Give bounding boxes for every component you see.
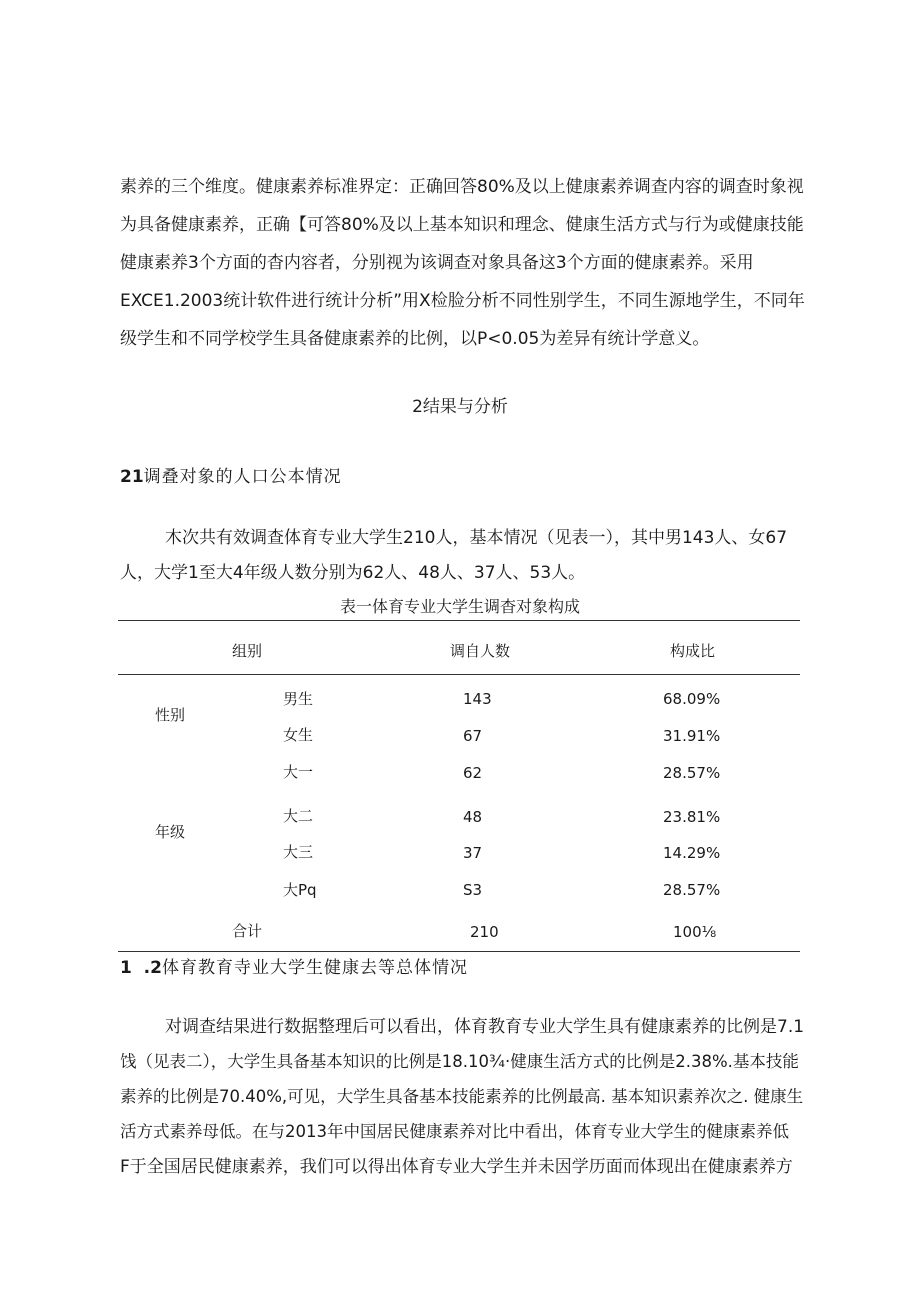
paragraph-line: 饯（见表二），大学生具备基本知识的比例是18.10¾·健康生活方式的比例是2.38%.基本技能 <box>120 1052 799 1071</box>
table-caption: 表一体育专业大学生调杳对象构成 <box>339 597 580 616</box>
paragraph-line: F于全国居民健康素养，我们可以得出体育专业大学生并未因学历面而体现出在健康素养方 <box>120 1157 793 1177</box>
table-bottom-rule <box>118 951 800 952</box>
table-count: 37 <box>463 844 483 862</box>
paragraph-line: 素养的比例是70.40%,可见，大学生具备基本技能素养的比例最高. 基本知识素养次之. 健康生 <box>120 1087 804 1106</box>
paragraph-line: 健康素养3个方面的杳内容者，分别视为该调查对象具备这3个方面的健康素养。采用 <box>120 253 754 273</box>
table-count: S3 <box>463 881 483 899</box>
table-sub-label: 大二 <box>283 807 314 825</box>
paragraph-line: EXCE1.2003统计软件进行统计分析”用X检脸分析不同性别学生，不同生源地学生，不同年 <box>120 291 805 311</box>
table-count: 62 <box>463 764 483 782</box>
table-header-rule <box>118 674 800 675</box>
paragraph-line: 人，大学1至大4年级人数分别为62人、48人、37人、53人。 <box>120 563 586 583</box>
table-count: 67 <box>463 727 483 745</box>
subsection-title: 体育教育寺业大学生健康去等总体情况 <box>161 958 468 978</box>
table-top-rule <box>118 620 800 621</box>
subsection-heading <box>120 957 468 979</box>
paragraph-line: 活方式素养母低。在与2013年中国居民健康素养对比中看出，体育专业大学生的健康素养低 <box>120 1122 789 1141</box>
paragraph-line: 木次共有效调查体育专业大学生210人，基本情况（见表一），其中男143人、女67 <box>165 528 788 548</box>
table-header-ratio: 构成比 <box>670 642 716 660</box>
subsection-number: 1 .2 <box>120 958 162 978</box>
subsection-title: 调叠对象的人口公本情况 <box>143 467 342 487</box>
table-ratio: 28.57% <box>663 881 721 899</box>
table-group-label: 性别 <box>155 706 186 724</box>
table-ratio: 68.09% <box>663 690 721 708</box>
table-header-group: 组别 <box>231 642 262 660</box>
table-ratio: 31.91% <box>663 727 721 745</box>
table-ratio: 23.81% <box>663 808 721 826</box>
table-total-label: 合计 <box>232 922 263 940</box>
table-sub-label: 大一 <box>283 763 314 781</box>
table-sub-label: 大三 <box>283 843 314 861</box>
subsection-heading <box>120 466 342 488</box>
paragraph-line: 为具备健康素养，正确【可答80%及以上基本知识和理念、健康生活方式与行为或健康技能 <box>120 215 804 235</box>
table-ratio: 14.29% <box>663 844 721 862</box>
paragraph-line: 对调查结果进行数据整理后可以看出，体育教育专业大学生具有健康素养的比例是7.1 <box>165 1017 805 1037</box>
table-count: 143 <box>463 690 492 708</box>
table-sub-label: 大Pq <box>283 881 317 899</box>
table-total-count: 210 <box>470 923 499 941</box>
table-total-ratio: 100⅛ <box>673 923 717 941</box>
table-sub-label: 男生 <box>283 690 314 708</box>
table-header-count: 调自人数 <box>450 642 511 660</box>
table-group-label: 年级 <box>155 823 186 841</box>
section-title: 2结果与分析 <box>412 397 508 417</box>
table-ratio: 28.57% <box>663 764 721 782</box>
paragraph-line: 级学生和不同学校学生具备健康素养的比例，以P<0.05为差异有统计学意义。 <box>120 329 710 349</box>
subsection-number: 21 <box>120 467 144 487</box>
table-sub-label: 女生 <box>283 726 314 744</box>
paragraph-line: 素养的三个维度。健康素养标准界定：正确回答80%及以上健康素养调查内容的调查时象视 <box>120 177 804 197</box>
table-count: 48 <box>463 808 483 826</box>
